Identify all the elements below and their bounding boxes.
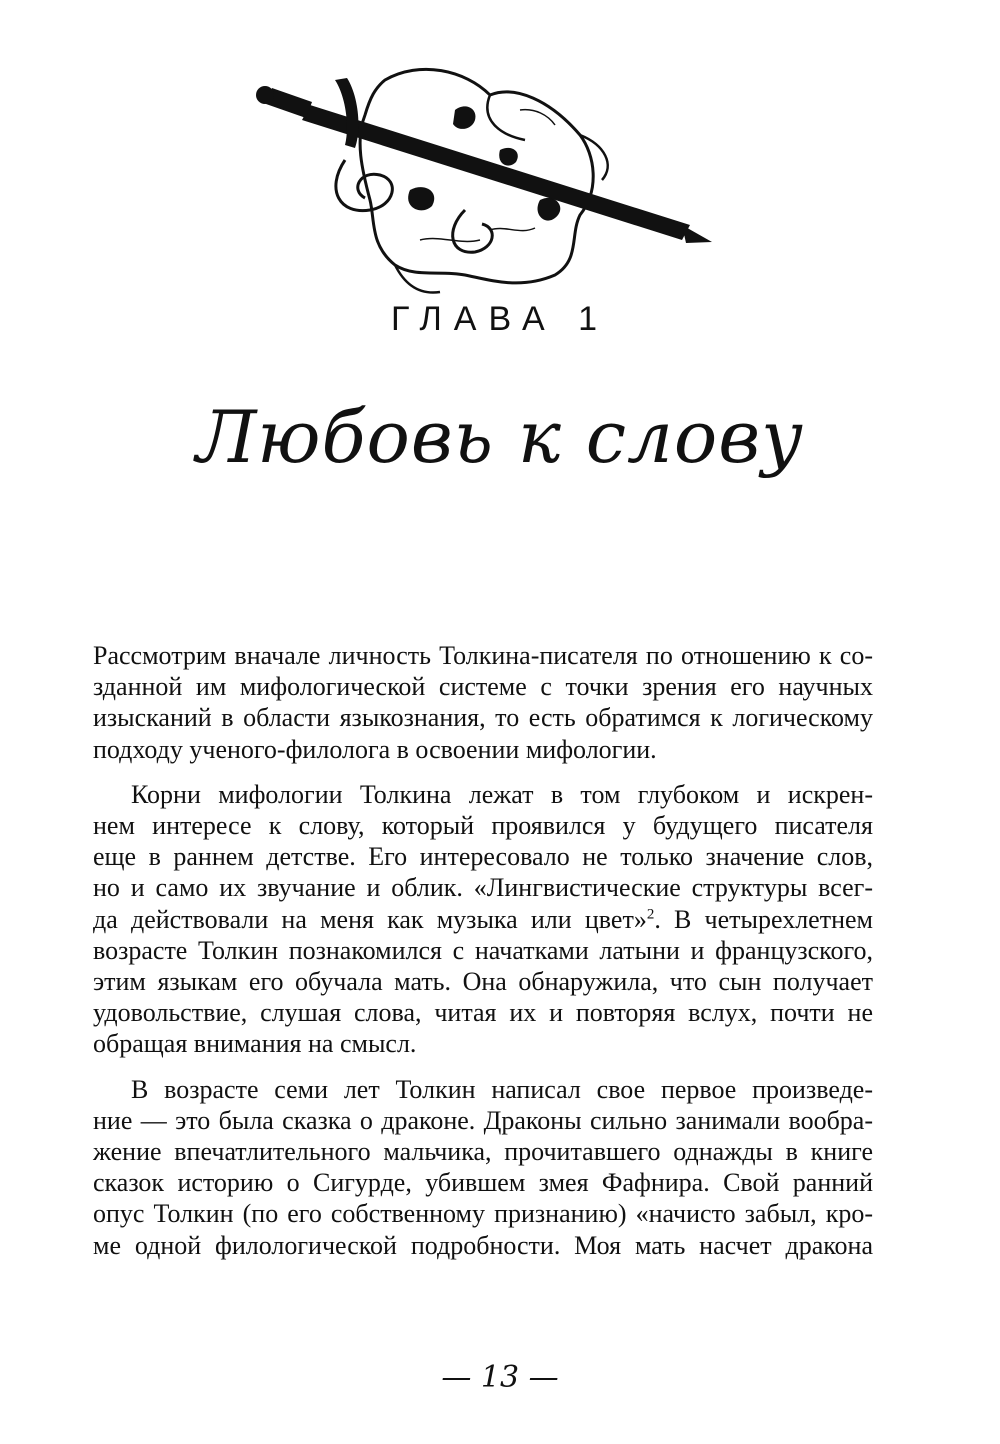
text-line: зданной им мифологической системе с точки зрения его научных	[93, 672, 873, 702]
text-line: еще в раннем детстве. Его интересовало не только значение слов,	[93, 842, 873, 872]
footnote-reference[interactable]: 2	[646, 905, 655, 922]
paragraph	[93, 1074, 873, 1261]
chapter-title: Любовь к слову	[196, 395, 804, 479]
chapter-illustration	[250, 40, 730, 320]
text-line: обращая внимания на смысл.	[93, 1029, 417, 1059]
text-line: нем интересе к слову, который проявился у будущего писателя	[93, 811, 873, 841]
sword-and-map-icon	[250, 40, 730, 320]
body-text	[93, 640, 873, 1261]
text-line: но и само их звучание и облик. «Лингвистические структуры всег-	[93, 873, 873, 903]
text-line: жение впечатлительного мальчика, прочитавшего однажды в книге	[93, 1137, 873, 1167]
text-line-part: да действовали на меня как музыка или цвет»	[93, 904, 647, 934]
text-line: Корни мифологии Толкина лежат в том глубоком и искрен-	[131, 779, 873, 809]
text-line: подходу ученого-филолога в освоении мифологии.	[93, 734, 657, 764]
text-line: опус Толкин (по его собственному признанию) «начисто забыл, кро-	[93, 1199, 873, 1229]
text-line-part: . В четырехлетнем	[654, 904, 873, 934]
text-line: В возрасте семи лет Толкин написал свое первое произведе-	[131, 1074, 873, 1104]
text-line: изысканий в области языкознания, то есть обратимся к логическому	[93, 703, 873, 733]
text-line: возрасте Толкин познакомился с начатками латыни и французского,	[93, 935, 873, 965]
text-line: ме одной филологической подробности. Моя мать насчет дракона	[93, 1230, 873, 1260]
paragraph	[93, 640, 873, 765]
text-line-with-footnote	[93, 904, 873, 935]
page-number: — 13 —	[441, 1360, 559, 1395]
text-line: ние — это была сказка о драконе. Драконы сильно занимали вообра-	[93, 1105, 873, 1135]
text-line: Рассмотрим вначале личность Толкина-писателя по отношению к со-	[93, 641, 873, 670]
text-line: удовольствие, слушая слова, читая их и повторяя вслух, почти не	[93, 998, 873, 1028]
paragraph	[93, 779, 873, 1060]
text-line: сказок историю о Сигурде, убившем змея Фафнира. Свой ранний	[93, 1168, 873, 1198]
chapter-label: ГЛАВА 1	[390, 300, 610, 338]
text-line: этим языкам его обучала мать. Она обнаружила, что сын получает	[93, 967, 873, 997]
